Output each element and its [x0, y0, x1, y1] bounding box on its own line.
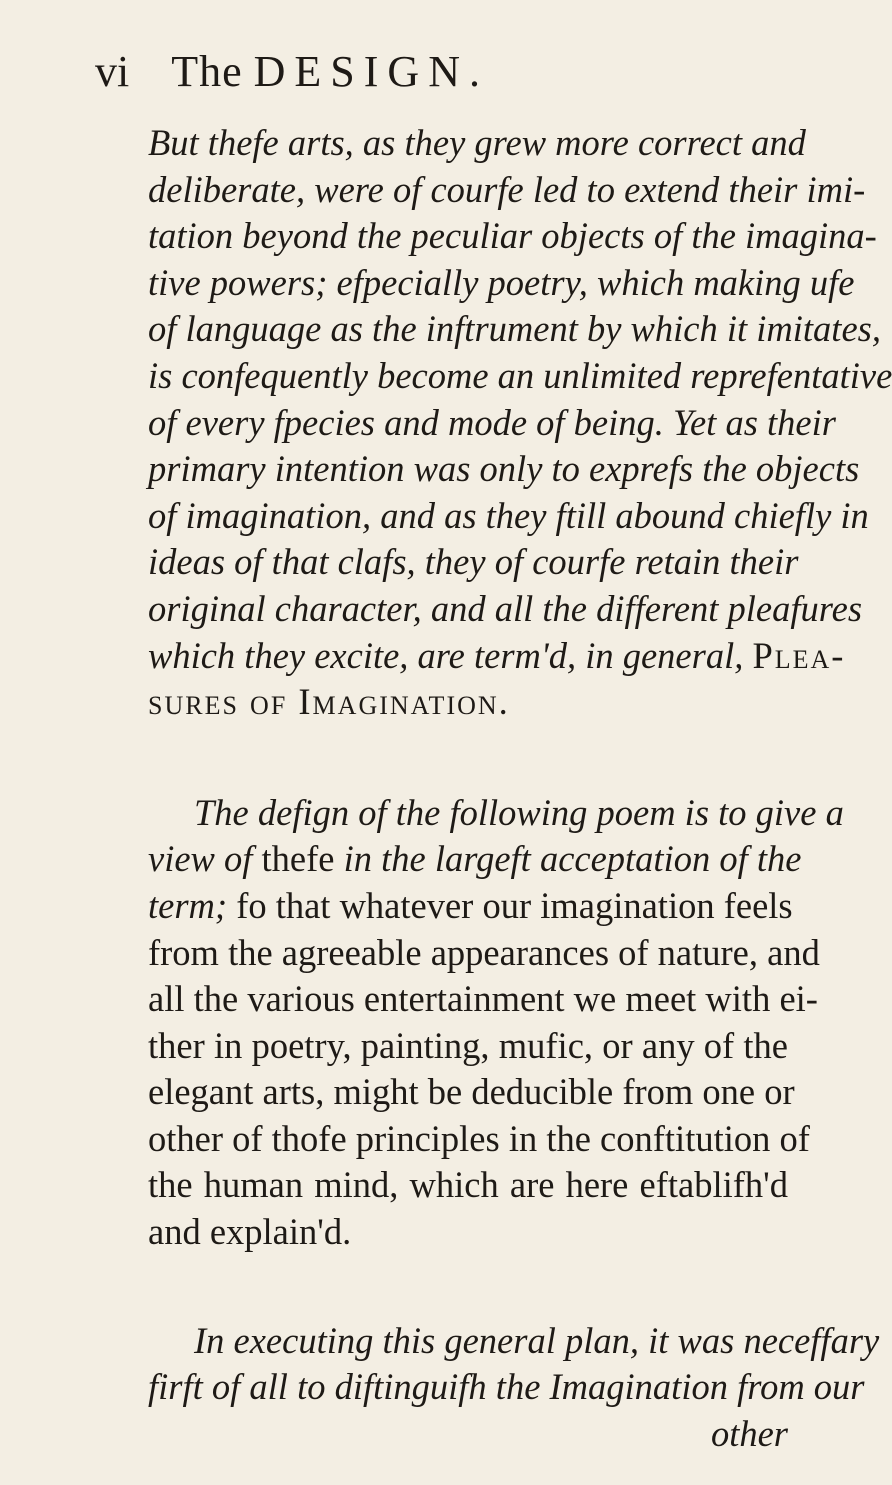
text-span-roman: fo that whatever our imagination feels: [236, 884, 793, 926]
text-line: from the agreeable appearances of nature, and: [148, 931, 820, 973]
text-line: of language as the inftrument by which it imitates,: [148, 308, 881, 350]
text-line: deliberate, were of courfe led to extend their imi-: [148, 168, 866, 210]
text-line: and explain'd.: [148, 1211, 352, 1253]
text-line: ther in poetry, painting, mufic, or any of the: [148, 1024, 788, 1066]
text-span: term;: [148, 884, 228, 926]
text-span-smallcaps: Plea-: [752, 634, 846, 676]
page-body: [148, 120, 892, 1457]
paragraph-gap: [148, 726, 788, 790]
paragraph-gap: [148, 1256, 788, 1318]
text-line: tive powers; efpecially poetry, which making ufe: [148, 261, 855, 303]
text-span: which they excite, are term'd, in general,: [148, 634, 744, 676]
catchword: other: [710, 1412, 788, 1454]
text-line: In executing this general plan, it was neceffary: [194, 1319, 880, 1361]
text-span-roman: thefe: [261, 838, 335, 880]
text-line: all the various entertainment we meet with ei-: [148, 978, 818, 1020]
text-line: other of thofe principles in the conftitution of: [148, 1117, 810, 1159]
text-line: of imagination, and as they ftill abound chiefly in: [148, 494, 869, 536]
text-line: ideas of that clafs, they of courfe retain their: [148, 541, 799, 583]
paragraph-3: [148, 1318, 880, 1458]
running-header: [95, 42, 655, 102]
header-title-the: The: [171, 47, 243, 96]
text-line: firft of all to diftinguifh the Imagination from our: [148, 1366, 865, 1408]
text-line: [148, 883, 793, 930]
text-line: The defign of the following poem is to give a: [194, 791, 844, 833]
text-line: is confequently become an unlimited reprefentative: [148, 354, 892, 396]
text-span: view of: [148, 838, 253, 880]
page-number: vi: [95, 47, 130, 96]
text-line: primary intention was only to exprefs the objects: [148, 448, 860, 490]
text-line: sures of Imagination.: [148, 681, 510, 723]
header-title-design: DESIGN.: [253, 47, 489, 96]
paragraph-2: [148, 790, 844, 1256]
text-line: the human mind, which are here eftablifh'd: [148, 1164, 788, 1206]
text-line: elegant arts, might be deducible from one or: [148, 1071, 795, 1113]
text-line: [148, 836, 802, 883]
paragraph-1: [148, 120, 892, 726]
text-line: original character, and all the different pleafures: [148, 587, 863, 629]
text-span: in the largeft acceptation of the: [343, 838, 802, 880]
text-line: But thefe arts, as they grew more correct and: [148, 122, 806, 163]
text-line: tation beyond the peculiar objects of the imagina-: [148, 215, 877, 257]
text-line: of every fpecies and mode of being. Yet as their: [148, 401, 836, 443]
text-line: [148, 633, 846, 680]
